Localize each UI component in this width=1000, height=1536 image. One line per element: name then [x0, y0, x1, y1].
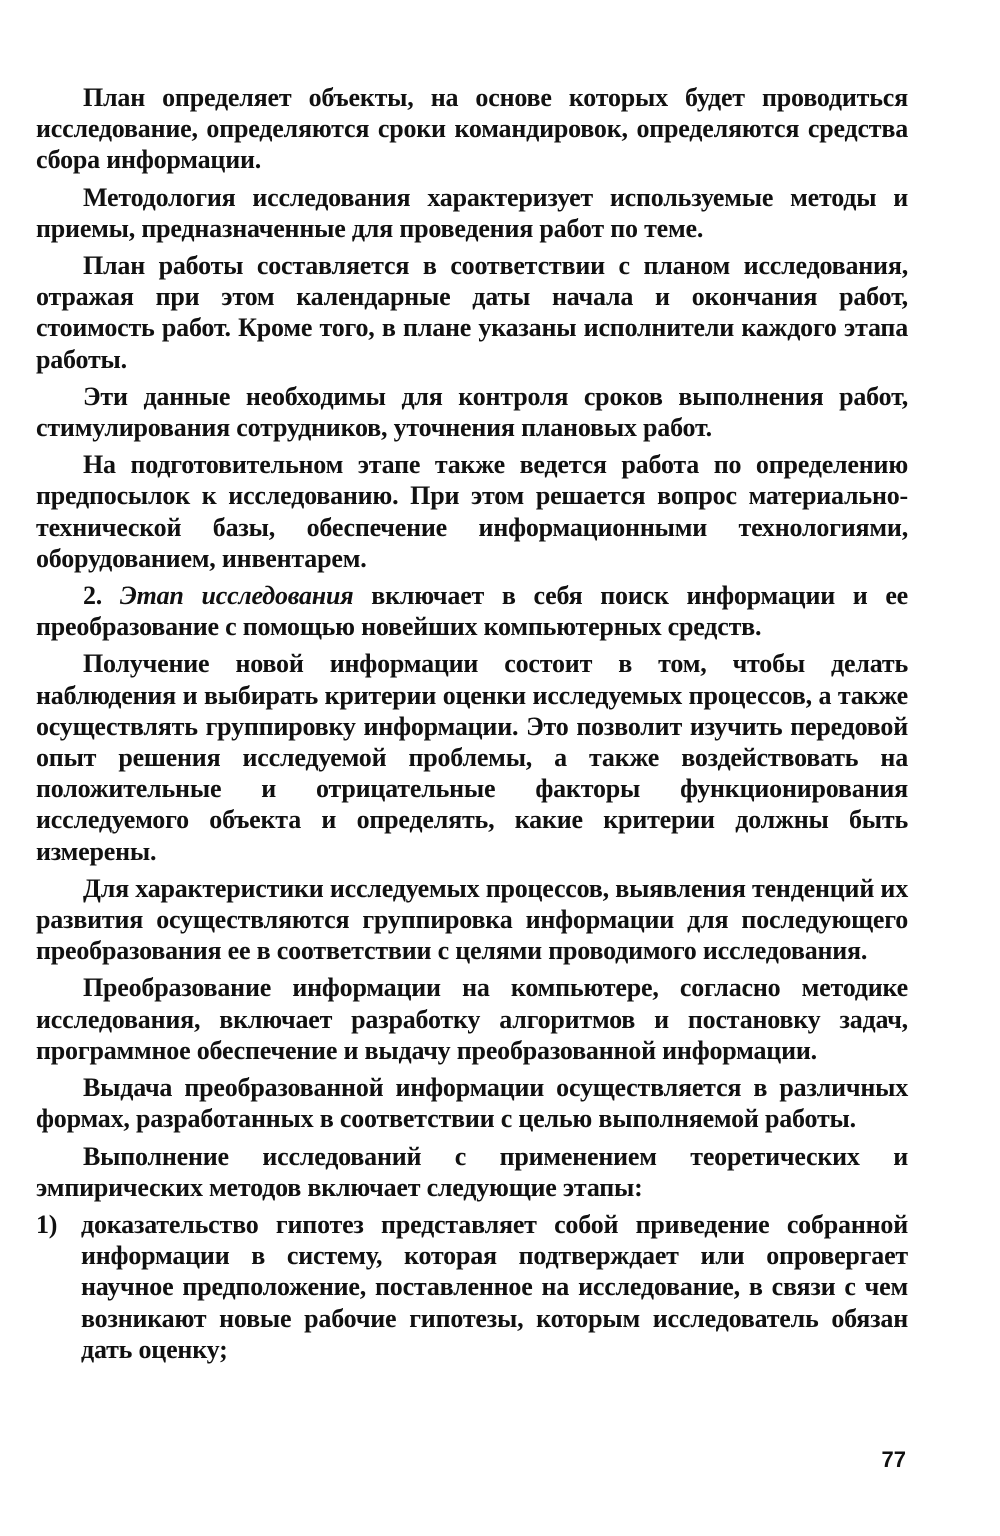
- list-item: [36, 1209, 908, 1365]
- paragraph-characteristics: Для характеристики исследуемых процессов, выявления тенденций их развития осуществляются группировка информации для последующего преобразования ее в соответствии с целями проводимого исследования.: [36, 873, 908, 966]
- paragraph-work-plan: План работы составляется в соответствии с планом исследования, отражая при этом календарные даты начала и окончания работ, стоимость работ. Кроме того, в плане указаны исполнители каждого этапа работы.: [36, 251, 908, 374]
- paragraph-preparatory-stage: На подготовительном этапе также ведется работа по определению предпосылок к исследованию. При этом решается вопрос материально-технической базы, обеспечение информационными технологиями, оборудованием, инвентарем.: [36, 450, 908, 573]
- paragraph-methodology: Методология исследования характеризует используемые методы и приемы, предназначенные для проведения работ по теме.: [36, 182, 908, 243]
- paragraph-transformation: Преобразование информации на компьютере, согласно методике исследования, включает разработку алгоритмов и постановку задач, программное обеспечение и выдачу преобразованной информации.: [36, 973, 908, 1065]
- paragraph-data-purpose: Эти данные необходимы для контроля сроков выполнения работ, стимулирования сотрудников, уточнения плановых работ.: [36, 381, 908, 443]
- stage-2-title: Этап исследования: [119, 581, 354, 611]
- paragraph-execution-stages: Выполнение исследований с применением теоретических и эмпирических методов включает следующие этапы:: [36, 1141, 908, 1202]
- list-item-text: доказательство гипотез представляет собой приведение собранной информации в систему, которая подтверждает или опровергает научное предположение, поставленное на исследование, в связи с чем возникают новые рабочие гипотезы, которым исследователь обязан дать оценку;: [81, 1209, 908, 1364]
- paragraph-plan-objects: План определяет объекты, на основе которых будет проводиться исследование, определяются сроки командировок, определяются средства сбора информации.: [36, 83, 908, 175]
- paragraph-new-information: Получение новой информации состоит в том, чтобы делать наблюдения и выбирать критерии оценки исследуемых процессов, а также осуществлять группировку информации. Это позволит изучить передовой опыт решения исследуемой проблемы, а также воздействовать на положительные и отрицательные факторы функционирования исследуемого объекта и определять, какие критерии должны быть измерены.: [36, 649, 908, 866]
- page-number: 77: [881, 1447, 906, 1472]
- paragraph-stage-2: [36, 580, 908, 642]
- page-body: [36, 82, 908, 1365]
- list-item-number: 1): [36, 1209, 58, 1239]
- paragraph-output: Выдача преобразованной информации осуществляется в различных формах, разработанных в соответствии с целью выполняемой работы.: [36, 1073, 908, 1134]
- stage-2-text: включает в себя поиск информации и ее преобразование с помощью новейших компьютерных средств.: [36, 581, 909, 642]
- stage-2-number: 2.: [83, 581, 103, 611]
